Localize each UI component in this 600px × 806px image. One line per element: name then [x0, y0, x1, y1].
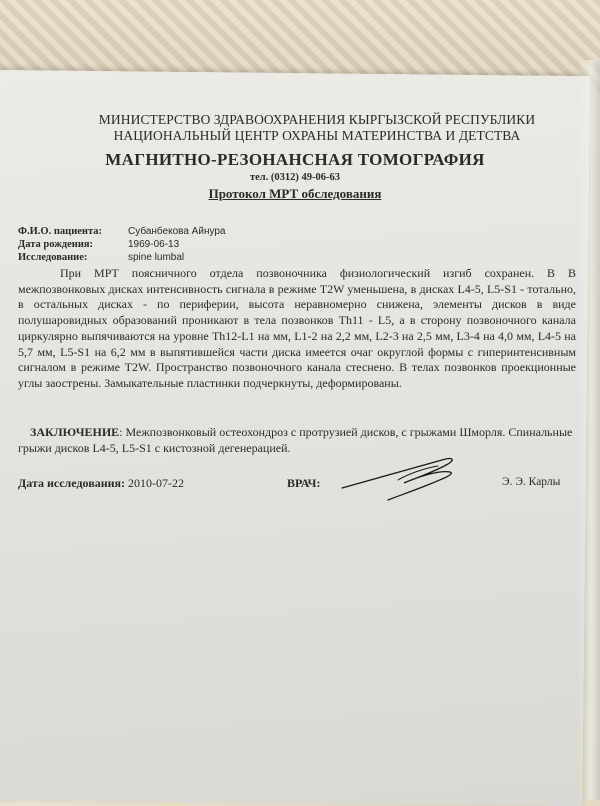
dob-value: 1969-06-13: [128, 239, 180, 250]
study-date-value: 2010-07-22: [128, 476, 184, 490]
phone-number: тел. (0312) 49-06-63: [249, 172, 341, 183]
conclusion-text: : Межпозвонковый остеохондроз с протрузией дисков, с грыжами Шморля. Спинальные грыжи дисков L4-5, L5-S1 с кистозной дегенерацией.: [18, 425, 573, 455]
dob-label: Дата рождения:: [18, 239, 94, 250]
study-date-label: Дата исследования:: [18, 476, 126, 490]
findings-paragraph: При МРТ поясничного отдела позвоночника физиологический изгиб сохранен. В В межпозвонковых дисках интенсивность сигнала в режиме T2W уменьшена, в дисках L4-5, L5-S1 - тотально, в остальных дисках - по периферии, высота неравномерно снижена, элементы дисков в виде полушаровидных образований проникают в тела позвонков Th11 - L5, а в сторону позвоночного канала циркулярно выпячиваются на уровне Th12-L1 на мм, L1-2 на 2,2 мм, L2-3 на 2,5 мм, L3-4 на 4,0 мм, L4-5 на 5,7 мм, L5-S1 на 6,2 мм в выпятившейся части диска имеется очаг округлой формы с гиперинтенсивным сигналом в режиме T2W. Пространство позвоночного канала стеснено. В телах позвонков проекционные углы заострены. Замыкательные пластинки подчеркнуты, деформированы.: [18, 266, 576, 390]
patient-name-label: Ф.И.О. пациента:: [18, 226, 102, 237]
document: [0, 70, 590, 800]
document-title: МАГНИТНО-РЕЗОНАНСНАЯ ТОМОГРАФИЯ: [105, 150, 485, 169]
protocol-heading-text: Протокол МРТ обследования: [208, 186, 382, 201]
doctor-label: ВРАЧ:: [287, 476, 321, 490]
center-name: НАЦИОНАЛЬНЫЙ ЦЕНТР ОХРАНЫ МАТЕРИНСТВА И ДЕТСТВА: [113, 128, 521, 143]
patient-name-value: Субанбекова Айнура: [128, 226, 226, 237]
ministry-name: МИНИСТЕРСТВО ЗДРАВООХРАНЕНИЯ КЫРГЫЗСКОЙ РЕСПУБЛИКИ: [98, 112, 536, 127]
study-label: Исследование:: [18, 252, 88, 263]
conclusion-paragraph: [18, 424, 576, 456]
conclusion-label: ЗАКЛЮЧЕНИЕ: [30, 425, 120, 439]
doctor-name: Э. Э. Карлы: [502, 476, 561, 488]
doctor-signature: [330, 450, 480, 505]
protocol-heading: [0, 186, 590, 202]
study-value: spine lumbal: [128, 252, 185, 263]
